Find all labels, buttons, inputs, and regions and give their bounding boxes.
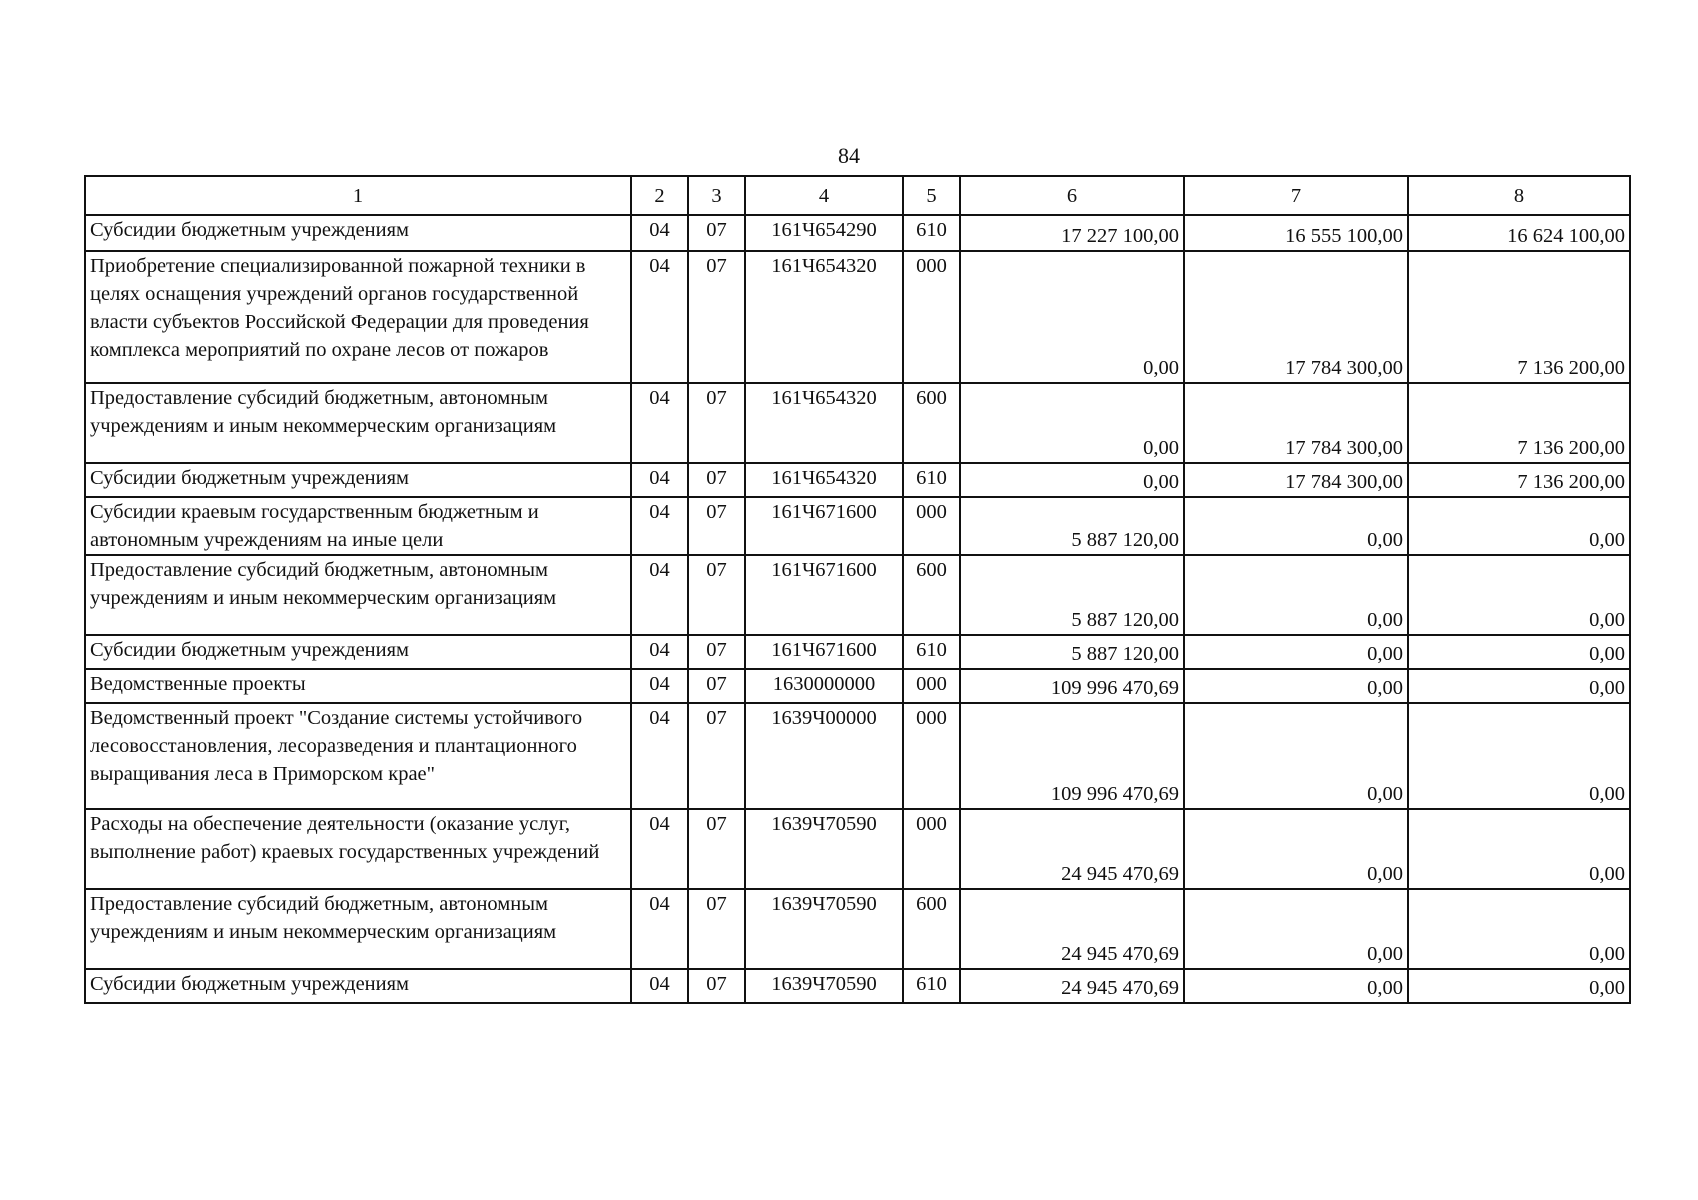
row-name-cell: Расходы на обеспечение деятельности (оказание услуг, выполнение работ) краевых государственных учреждений (85, 809, 631, 889)
target-article-cell: 161Ч654320 (745, 383, 903, 463)
expense-type-cell: 610 (903, 463, 960, 497)
amount-col8-cell: 0,00 (1408, 555, 1630, 635)
section-code-cell: 04 (631, 463, 688, 497)
section-code-cell: 04 (631, 215, 688, 251)
table-row (85, 497, 1630, 555)
amount-col8-cell: 0,00 (1408, 497, 1630, 555)
row-name-cell: Предоставление субсидий бюджетным, автономным учреждениям и иным некоммерческим организациям (85, 889, 631, 969)
expense-type-cell: 610 (903, 969, 960, 1003)
expense-type-cell: 000 (903, 251, 960, 383)
table-row (85, 635, 1630, 669)
row-name-cell: Предоставление субсидий бюджетным, автономным учреждениям и иным некоммерческим организациям (85, 383, 631, 463)
amount-col7-cell: 0,00 (1184, 889, 1408, 969)
table-row (85, 215, 1630, 251)
budget-table (84, 175, 1631, 1004)
expense-type-cell: 600 (903, 889, 960, 969)
expense-type-cell: 600 (903, 383, 960, 463)
row-name-cell: Субсидии бюджетным учреждениям (85, 215, 631, 251)
row-name-cell: Субсидии бюджетным учреждениям (85, 969, 631, 1003)
section-code-cell: 04 (631, 383, 688, 463)
amount-col6-cell: 17 227 100,00 (960, 215, 1184, 251)
target-article-cell: 1630000000 (745, 669, 903, 703)
header-cell: 6 (960, 176, 1184, 215)
amount-col8-cell: 0,00 (1408, 889, 1630, 969)
header-cell: 7 (1184, 176, 1408, 215)
amount-col7-cell: 0,00 (1184, 703, 1408, 809)
target-article-cell: 161Ч654320 (745, 463, 903, 497)
table-row (85, 251, 1630, 383)
amount-col6-cell: 0,00 (960, 251, 1184, 383)
section-code-cell: 04 (631, 969, 688, 1003)
section-code-cell: 04 (631, 669, 688, 703)
amount-col7-cell: 17 784 300,00 (1184, 251, 1408, 383)
target-article-cell: 1639Ч70590 (745, 889, 903, 969)
target-article-cell: 161Ч671600 (745, 635, 903, 669)
table-row (85, 555, 1630, 635)
page-number: 84 (838, 143, 860, 168)
subsection-code-cell: 07 (688, 251, 745, 383)
row-name-cell: Приобретение специализированной пожарной техники в целях оснащения учреждений органов государственной власти субъектов Российской Федерации для проведения комплекса мероприятий по охране лесов от пожаров (85, 251, 631, 383)
subsection-code-cell: 07 (688, 703, 745, 809)
table-row (85, 969, 1630, 1003)
header-cell: 5 (903, 176, 960, 215)
amount-col7-cell: 0,00 (1184, 969, 1408, 1003)
amount-col6-cell: 24 945 470,69 (960, 969, 1184, 1003)
table-row (85, 889, 1630, 969)
row-name-cell: Субсидии бюджетным учреждениям (85, 635, 631, 669)
subsection-code-cell: 07 (688, 497, 745, 555)
amount-col8-cell: 7 136 200,00 (1408, 463, 1630, 497)
table-row (85, 669, 1630, 703)
section-code-cell: 04 (631, 497, 688, 555)
subsection-code-cell: 07 (688, 383, 745, 463)
amount-col7-cell: 0,00 (1184, 809, 1408, 889)
amount-col6-cell: 5 887 120,00 (960, 635, 1184, 669)
amount-col6-cell: 0,00 (960, 383, 1184, 463)
amount-col7-cell: 17 784 300,00 (1184, 383, 1408, 463)
target-article-cell: 161Ч671600 (745, 555, 903, 635)
expense-type-cell: 610 (903, 635, 960, 669)
amount-col8-cell: 0,00 (1408, 809, 1630, 889)
subsection-code-cell: 07 (688, 635, 745, 669)
target-article-cell: 1639Ч00000 (745, 703, 903, 809)
subsection-code-cell: 07 (688, 809, 745, 889)
amount-col7-cell: 17 784 300,00 (1184, 463, 1408, 497)
table-row (85, 703, 1630, 809)
target-article-cell: 161Ч671600 (745, 497, 903, 555)
subsection-code-cell: 07 (688, 969, 745, 1003)
amount-col6-cell: 0,00 (960, 463, 1184, 497)
subsection-code-cell: 07 (688, 669, 745, 703)
section-code-cell: 04 (631, 889, 688, 969)
row-name-cell: Ведомственные проекты (85, 669, 631, 703)
amount-col8-cell: 0,00 (1408, 669, 1630, 703)
table-row (85, 383, 1630, 463)
expense-type-cell: 000 (903, 497, 960, 555)
amount-col7-cell: 0,00 (1184, 669, 1408, 703)
subsection-code-cell: 07 (688, 555, 745, 635)
header-cell: 1 (85, 176, 631, 215)
section-code-cell: 04 (631, 635, 688, 669)
expense-type-cell: 000 (903, 669, 960, 703)
target-article-cell: 161Ч654320 (745, 251, 903, 383)
section-code-cell: 04 (631, 703, 688, 809)
row-name-cell: Ведомственный проект "Создание системы устойчивого лесовосстановления, лесоразведения и плантационного выращивания леса в Приморском крае" (85, 703, 631, 809)
row-name-cell: Субсидии краевым государственным бюджетным и автономным учреждениям на иные цели (85, 497, 631, 555)
amount-col8-cell: 0,00 (1408, 969, 1630, 1003)
amount-col7-cell: 0,00 (1184, 555, 1408, 635)
subsection-code-cell: 07 (688, 463, 745, 497)
amount-col8-cell: 16 624 100,00 (1408, 215, 1630, 251)
header-cell: 4 (745, 176, 903, 215)
amount-col7-cell: 16 555 100,00 (1184, 215, 1408, 251)
header-cell: 3 (688, 176, 745, 215)
section-code-cell: 04 (631, 251, 688, 383)
amount-col8-cell: 0,00 (1408, 635, 1630, 669)
subsection-code-cell: 07 (688, 889, 745, 969)
row-name-cell: Предоставление субсидий бюджетным, автономным учреждениям и иным некоммерческим организациям (85, 555, 631, 635)
section-code-cell: 04 (631, 809, 688, 889)
expense-type-cell: 600 (903, 555, 960, 635)
table-row (85, 809, 1630, 889)
amount-col7-cell: 0,00 (1184, 635, 1408, 669)
table-row (85, 463, 1630, 497)
target-article-cell: 161Ч654290 (745, 215, 903, 251)
amount-col8-cell: 7 136 200,00 (1408, 251, 1630, 383)
amount-col6-cell: 24 945 470,69 (960, 809, 1184, 889)
expense-type-cell: 000 (903, 809, 960, 889)
amount-col6-cell: 109 996 470,69 (960, 669, 1184, 703)
amount-col6-cell: 5 887 120,00 (960, 555, 1184, 635)
subsection-code-cell: 07 (688, 215, 745, 251)
section-code-cell: 04 (631, 555, 688, 635)
amount-col6-cell: 109 996 470,69 (960, 703, 1184, 809)
header-cell: 2 (631, 176, 688, 215)
target-article-cell: 1639Ч70590 (745, 809, 903, 889)
expense-type-cell: 000 (903, 703, 960, 809)
amount-col6-cell: 24 945 470,69 (960, 889, 1184, 969)
target-article-cell: 1639Ч70590 (745, 969, 903, 1003)
expense-type-cell: 610 (903, 215, 960, 251)
amount-col6-cell: 5 887 120,00 (960, 497, 1184, 555)
table-header-row (85, 176, 1630, 215)
amount-col8-cell: 7 136 200,00 (1408, 383, 1630, 463)
amount-col7-cell: 0,00 (1184, 497, 1408, 555)
header-cell: 8 (1408, 176, 1630, 215)
amount-col8-cell: 0,00 (1408, 703, 1630, 809)
row-name-cell: Субсидии бюджетным учреждениям (85, 463, 631, 497)
